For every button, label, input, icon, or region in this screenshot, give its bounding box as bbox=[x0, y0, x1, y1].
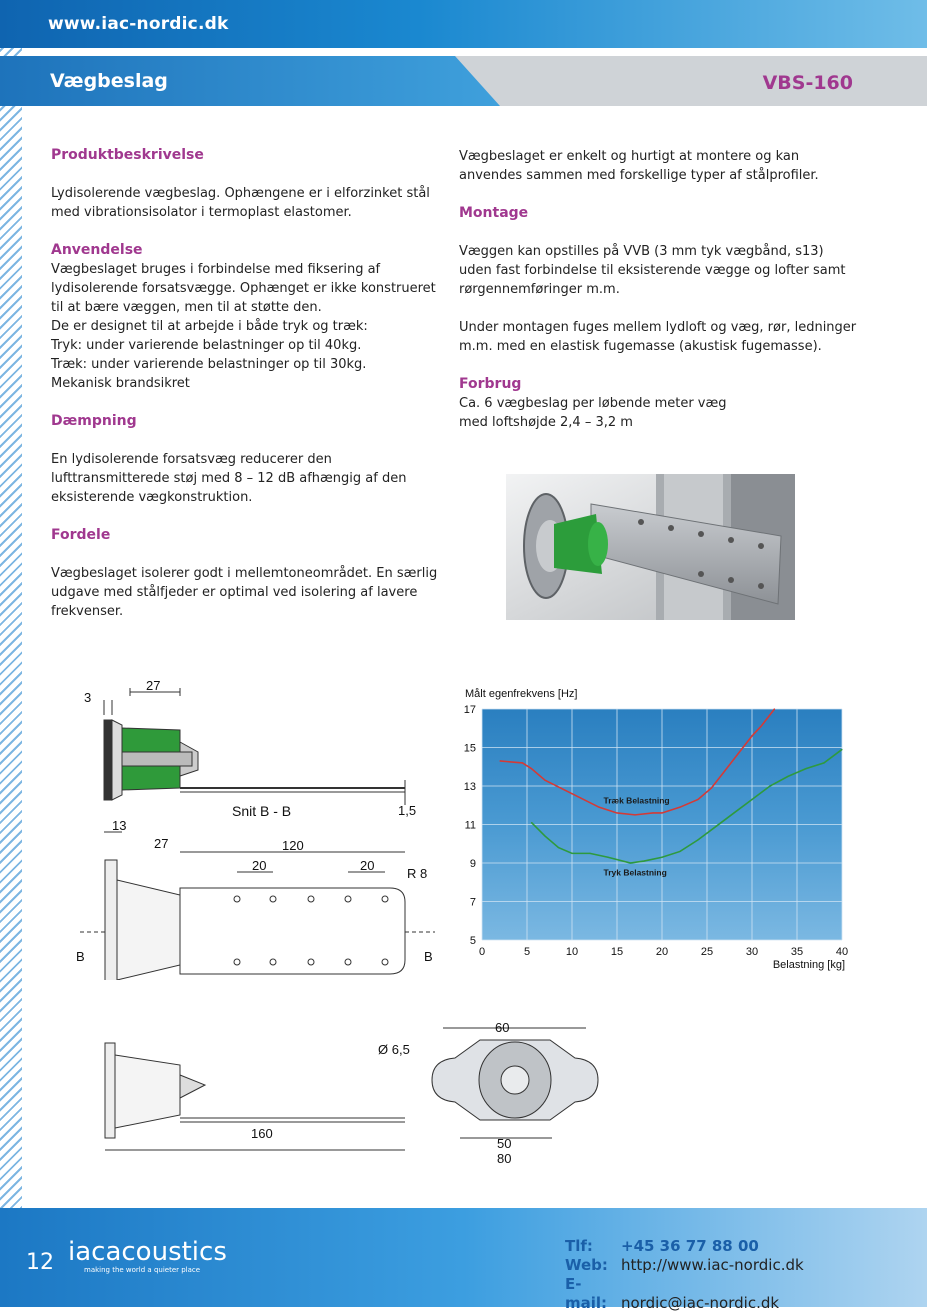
dim-label: 20 bbox=[252, 858, 267, 873]
dim-label: 160 bbox=[251, 1126, 273, 1141]
page-title: Vægbeslag bbox=[50, 70, 168, 92]
x-tick-label: 25 bbox=[700, 946, 714, 958]
text-line: Tryk: under varierende belastninger op til 40kg. bbox=[51, 338, 362, 353]
dim-label: Ø 6,5 bbox=[378, 1042, 410, 1057]
data-point bbox=[531, 768, 532, 769]
data-point bbox=[711, 787, 712, 788]
data-point bbox=[607, 857, 608, 858]
section-marker: B bbox=[424, 949, 433, 964]
data-point bbox=[774, 708, 775, 709]
text-line: udgave med stålfjeder er optimal ved isolering af lavere bbox=[51, 585, 418, 600]
top-banner bbox=[0, 0, 927, 48]
text-line: Under montagen fuges mellem lydloft og væg, rør, ledninger bbox=[459, 320, 857, 335]
data-point bbox=[760, 726, 761, 727]
data-point bbox=[598, 807, 599, 808]
data-point bbox=[697, 839, 698, 840]
x-tick-label: 10 bbox=[565, 946, 579, 958]
bottom-drawing bbox=[60, 1010, 600, 1170]
website-url[interactable]: www.iac-nordic.dk bbox=[48, 14, 229, 34]
data-point bbox=[589, 853, 590, 854]
data-point bbox=[679, 807, 680, 808]
product-code: VBS-160 bbox=[762, 72, 853, 94]
dim-label: R 8 bbox=[407, 866, 428, 881]
text-line: anvendes sammen med forskellige typer af stålprofiler. bbox=[459, 168, 819, 183]
data-point bbox=[643, 860, 644, 861]
text-line: Ca. 6 vægbeslag per løbende meter væg bbox=[459, 396, 727, 411]
text-line: Vægbeslaget bruges i forbindelse med fiksering af bbox=[51, 262, 381, 277]
data-point bbox=[751, 735, 752, 736]
data-point bbox=[715, 826, 716, 827]
heading-anvendelse: Anvendelse bbox=[51, 242, 143, 258]
dim-label: 13 bbox=[112, 818, 127, 833]
decorative-stripes bbox=[0, 0, 22, 1307]
data-point bbox=[733, 812, 734, 813]
section-label: Snit B - B bbox=[232, 803, 292, 819]
text-line: Træk: under varierende belastninger op til 30kg. bbox=[51, 357, 367, 372]
y-tick-label: 7 bbox=[469, 896, 476, 909]
data-point bbox=[630, 862, 631, 863]
technical-drawing bbox=[60, 670, 445, 980]
y-tick-label: 15 bbox=[463, 742, 476, 755]
data-point bbox=[679, 851, 680, 852]
company-logo bbox=[68, 1238, 227, 1274]
web-link[interactable]: http://www.iac-nordic.dk bbox=[621, 1256, 804, 1274]
data-point bbox=[522, 762, 523, 763]
dim-label: 27 bbox=[154, 836, 169, 851]
text-line: Lydisolerende vægbeslag. Ophængene er i elforzinket stål bbox=[51, 186, 430, 201]
series-label: Træk Belastning bbox=[603, 795, 670, 806]
text-line: med vibrationsisolator i termoplast elastomer. bbox=[51, 205, 352, 220]
heading-fordele: Fordele bbox=[51, 527, 111, 543]
data-point bbox=[571, 793, 572, 794]
y-tick-label: 13 bbox=[463, 781, 476, 793]
text-line: rørgennemføringer m.m. bbox=[459, 282, 620, 297]
dim-label: 80 bbox=[497, 1151, 512, 1166]
data-point bbox=[652, 812, 653, 813]
data-point bbox=[558, 847, 559, 848]
data-point bbox=[616, 812, 617, 813]
section-marker: B bbox=[76, 949, 85, 964]
text-line: frekvenser. bbox=[51, 604, 124, 619]
text-line: lydisolerende forsatsvægge. Ophænget er ikke konstrueret bbox=[51, 281, 436, 296]
tlf-label: Tlf: bbox=[565, 1237, 593, 1255]
data-point bbox=[841, 749, 842, 750]
logo-tagline: making the world a quieter place bbox=[84, 1266, 201, 1274]
data-point bbox=[738, 753, 739, 754]
data-point bbox=[571, 853, 572, 854]
web-label: Web: bbox=[565, 1256, 608, 1274]
y-tick-label: 5 bbox=[469, 935, 476, 947]
text-line: Væggen kan opstilles på VVB (3 mm tyk vægbånd, s13) bbox=[459, 244, 824, 259]
data-point bbox=[661, 857, 662, 858]
x-tick-label: 35 bbox=[790, 946, 804, 958]
dim-label: 120 bbox=[282, 838, 304, 853]
text-line: til at bære væggen, men til at støtte den. bbox=[51, 300, 322, 315]
dim-label: 60 bbox=[495, 1020, 510, 1035]
data-point bbox=[787, 776, 788, 777]
data-point bbox=[823, 762, 824, 763]
data-point bbox=[769, 785, 770, 786]
data-point bbox=[697, 799, 698, 800]
data-point bbox=[724, 770, 725, 771]
x-tick-label: 5 bbox=[523, 946, 531, 958]
text-line: eksisterende vægkonstruktion. bbox=[51, 490, 253, 505]
left-column bbox=[51, 146, 441, 621]
text-line: En lydisolerende forsatsvæg reducerer den bbox=[51, 452, 332, 467]
dim-label: 3 bbox=[84, 690, 92, 705]
x-tick-label: 30 bbox=[745, 946, 759, 958]
text-line: uden fast forbindelse til eksisterende vægge og lofter samt bbox=[459, 263, 846, 278]
right-column bbox=[459, 147, 859, 432]
email-link[interactable]: nordic@iac-nordic.dk bbox=[621, 1294, 780, 1312]
dim-label: 1,5 bbox=[398, 803, 417, 818]
x-tick-label: 40 bbox=[835, 946, 849, 958]
text-line: m.m. med en elastisk fugemasse (akustisk fugemasse). bbox=[459, 339, 822, 354]
email-label: E-mail: bbox=[565, 1275, 608, 1312]
page-number: 12 bbox=[26, 1250, 54, 1275]
text-line: Vægbeslaget er enkelt og hurtigt at montere og kan bbox=[459, 149, 800, 164]
y-axis-label: Målt egenfrekvens [Hz] bbox=[465, 688, 578, 700]
data-point bbox=[634, 814, 635, 815]
x-axis-label: Belastning [kg] bbox=[772, 959, 845, 971]
data-point bbox=[544, 835, 545, 836]
text-line: Vægbeslaget isolerer godt i mellemtoneområdet. En særlig bbox=[51, 566, 438, 581]
data-point bbox=[805, 768, 806, 769]
logo-wordmark: iacacoustics bbox=[68, 1237, 227, 1267]
data-point bbox=[661, 812, 662, 813]
text-line: Mekanisk brandsikret bbox=[51, 376, 190, 391]
series-label: Tryk Belastning bbox=[603, 867, 667, 878]
x-tick-label: 15 bbox=[610, 946, 624, 958]
dim-label: 50 bbox=[497, 1136, 512, 1151]
data-point bbox=[544, 780, 545, 781]
y-tick-label: 11 bbox=[464, 819, 476, 832]
heading-forbrug: Forbrug bbox=[459, 376, 522, 392]
x-tick-label: 0 bbox=[478, 946, 486, 958]
text-line: lufttransmitterede støj med 8 – 12 dB afhængig af den bbox=[51, 471, 407, 486]
contact-block bbox=[565, 1237, 804, 1313]
y-tick-label: 17 bbox=[463, 704, 476, 716]
frequency-chart bbox=[455, 680, 865, 980]
heading-montage: Montage bbox=[459, 205, 529, 221]
product-photo bbox=[506, 474, 795, 620]
data-point bbox=[531, 822, 532, 823]
phone-number[interactable]: +45 36 77 88 00 bbox=[621, 1237, 759, 1255]
heading-daempning: Dæmpning bbox=[51, 413, 137, 429]
y-tick-label: 9 bbox=[469, 858, 476, 870]
data-point bbox=[499, 760, 500, 761]
data-point bbox=[751, 799, 752, 800]
text-line: De er designet til at arbejde i både tryk og træk: bbox=[51, 319, 368, 334]
dim-label: 20 bbox=[360, 858, 375, 873]
heading-produktbeskrivelse: Produktbeskrivelse bbox=[51, 147, 204, 163]
x-tick-label: 20 bbox=[655, 946, 669, 958]
text-line: med loftshøjde 2,4 – 3,2 m bbox=[459, 415, 633, 430]
dim-label: 27 bbox=[146, 678, 161, 693]
